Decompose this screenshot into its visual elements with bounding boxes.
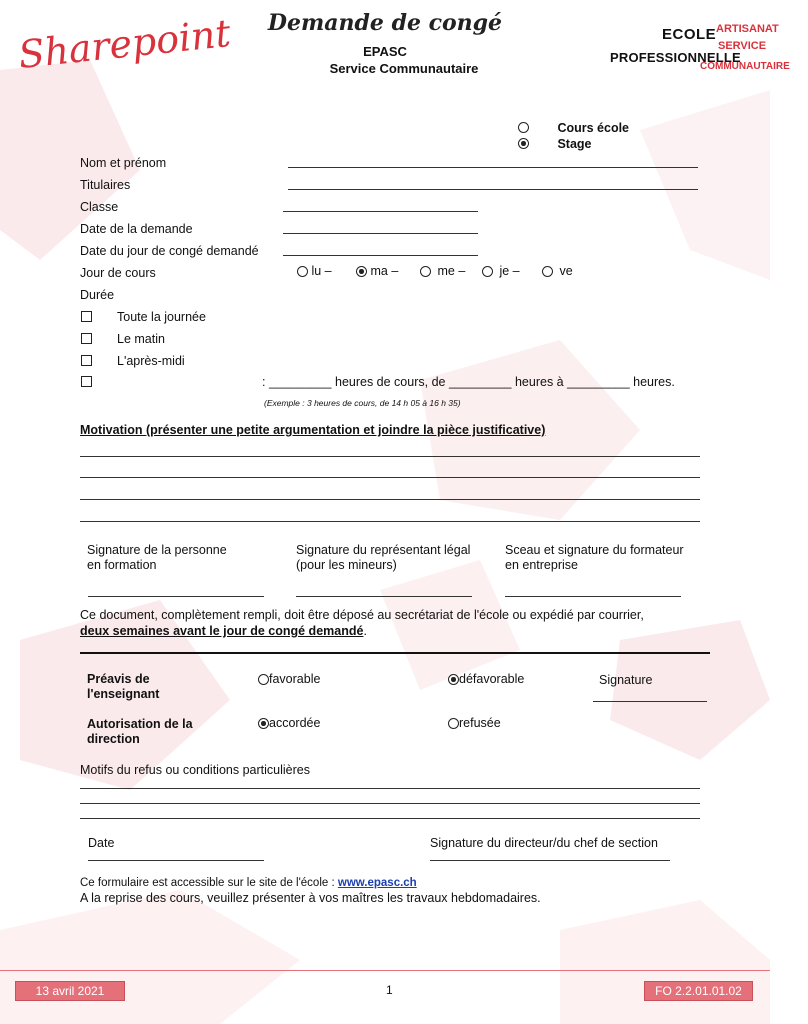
sig-trainer-line[interactable] (505, 596, 681, 597)
school-logo: ECOLE PROFESSIONNELLE ARTISANAT SERVICE COMMUNAUTAIRE (610, 23, 790, 72)
label-full-day: Toute la journée (117, 310, 206, 324)
label-name: Nom et prénom (80, 156, 167, 170)
label-class: Classe (80, 200, 119, 214)
refusal-line-2[interactable] (80, 803, 700, 804)
teacher-signature-label: Signature (599, 673, 653, 687)
refusal-line-3[interactable] (80, 818, 700, 819)
page-title: Demande de congé (267, 10, 503, 36)
motivation-line-4[interactable] (80, 521, 700, 522)
site-info: Ce formulaire est accessible sur le site de l'école : www.epasc.ch (80, 877, 417, 889)
checkbox-full-day[interactable] (81, 311, 92, 322)
refusal-line-1[interactable] (80, 788, 700, 789)
day-je[interactable] (482, 264, 520, 278)
radio-je[interactable] (482, 266, 493, 277)
motivation-line-1[interactable] (80, 456, 700, 457)
radio-refusee[interactable] (448, 718, 459, 729)
radio-lu[interactable] (297, 266, 308, 277)
type-options (518, 119, 629, 151)
sig-person-line[interactable] (88, 596, 264, 597)
teacher-favorable[interactable] (258, 672, 320, 686)
example-note: (Exemple : 3 heures de cours, de 14 h 05 à 16 h 35) (264, 398, 461, 408)
radio-defavorable[interactable] (448, 674, 459, 685)
separator (80, 652, 710, 654)
director-signature-line[interactable] (430, 860, 670, 861)
teacher-favorable-label: favorable (269, 672, 321, 686)
teacher-signature-line[interactable] (593, 701, 707, 702)
director-signature-label: Signature du directeur/du chef de section (430, 836, 658, 850)
input-name[interactable] (288, 167, 698, 168)
input-request-date[interactable] (283, 233, 478, 234)
radio-cours-ecole-label: Cours école (557, 121, 630, 135)
footer-code: FO 2.2.01.01.02 (644, 981, 753, 1001)
motivation-line-2[interactable] (80, 477, 700, 478)
day-ve-label: ve (559, 264, 573, 278)
org-name: EPASC (363, 44, 407, 59)
sig-person-label: Signature de la personne en formation (87, 543, 227, 572)
input-class[interactable] (283, 211, 478, 212)
direction-accordee-label: accordée (269, 716, 321, 730)
motivation-line-3[interactable] (80, 499, 700, 500)
label-morning: Le matin (117, 332, 165, 346)
checkbox-hours[interactable] (81, 376, 92, 387)
site-link[interactable]: www.epasc.ch (337, 877, 417, 889)
checkbox-morning[interactable] (81, 333, 92, 344)
direction-refusee-label: refusée (459, 716, 501, 730)
label-leave-date: Date du jour de congé demandé (80, 244, 259, 258)
label-duration: Durée (80, 288, 115, 302)
label-course-day: Jour de cours (80, 266, 156, 280)
input-holders[interactable] (288, 189, 698, 190)
checkbox-afternoon[interactable] (81, 355, 92, 366)
sig-rep-line[interactable] (296, 596, 472, 597)
refusal-label: Motifs du refus ou conditions particulières (80, 763, 310, 777)
day-me-label: me – (437, 264, 466, 278)
hours-line[interactable]: : _________ heures de cours, de _________ heures à _________ heures. (262, 375, 675, 389)
day-je-label: je – (499, 264, 520, 278)
radio-favorable[interactable] (258, 674, 269, 685)
day-lu[interactable] (297, 264, 332, 278)
teacher-defavorable[interactable] (448, 672, 524, 686)
teacher-label: Préavis de l'enseignant (87, 672, 160, 701)
sig-trainer-label: Sceau et signature du formateur en entreprise (505, 543, 684, 572)
sharepoint-logo: Sharepoint (16, 10, 233, 78)
footer-rule (0, 970, 770, 971)
label-request-date: Date de la demande (80, 222, 193, 236)
service-name: Service Communautaire (329, 61, 479, 76)
radio-cours-ecole[interactable] (518, 122, 529, 133)
day-lu-label: lu – (311, 264, 332, 278)
page-number: 1 (386, 983, 393, 997)
date-label: Date (88, 836, 115, 850)
label-afternoon: L'après-midi (117, 354, 185, 368)
footer-date: 13 avril 2021 (15, 981, 125, 1001)
radio-me[interactable] (420, 266, 431, 277)
radio-stage[interactable] (518, 138, 529, 149)
day-ve[interactable] (542, 264, 573, 278)
day-ma-label: ma – (370, 264, 399, 278)
notice-deadline: deux semaines avant le jour de congé demandé (80, 624, 364, 638)
direction-accordee[interactable] (258, 716, 320, 730)
direction-refusee[interactable] (448, 716, 501, 730)
day-ma[interactable] (356, 264, 398, 278)
radio-accordee[interactable] (258, 718, 269, 729)
date-line[interactable] (88, 860, 264, 861)
notice: Ce document, complètement rempli, doit être déposé au secrétariat de l'école ou expédié par courrier, deux semaines avant le jour de congé demandé. (80, 608, 644, 638)
radio-ve[interactable] (542, 266, 553, 277)
radio-ma[interactable] (356, 266, 367, 277)
label-holders: Titulaires (80, 178, 131, 192)
input-leave-date[interactable] (283, 255, 478, 256)
teacher-defavorable-label: défavorable (459, 672, 525, 686)
reprise-info: A la reprise des cours, veuillez présenter à vos maîtres les travaux hebdomadaires. (80, 891, 541, 905)
day-me[interactable] (420, 264, 465, 278)
radio-stage-label: Stage (557, 137, 592, 151)
direction-label: Autorisation de la direction (87, 717, 193, 746)
sig-rep-label: Signature du représentant légal (pour les mineurs) (296, 543, 471, 572)
motivation-title: Motivation (présenter une petite argumentation et joindre la pièce justificative) (80, 423, 546, 437)
